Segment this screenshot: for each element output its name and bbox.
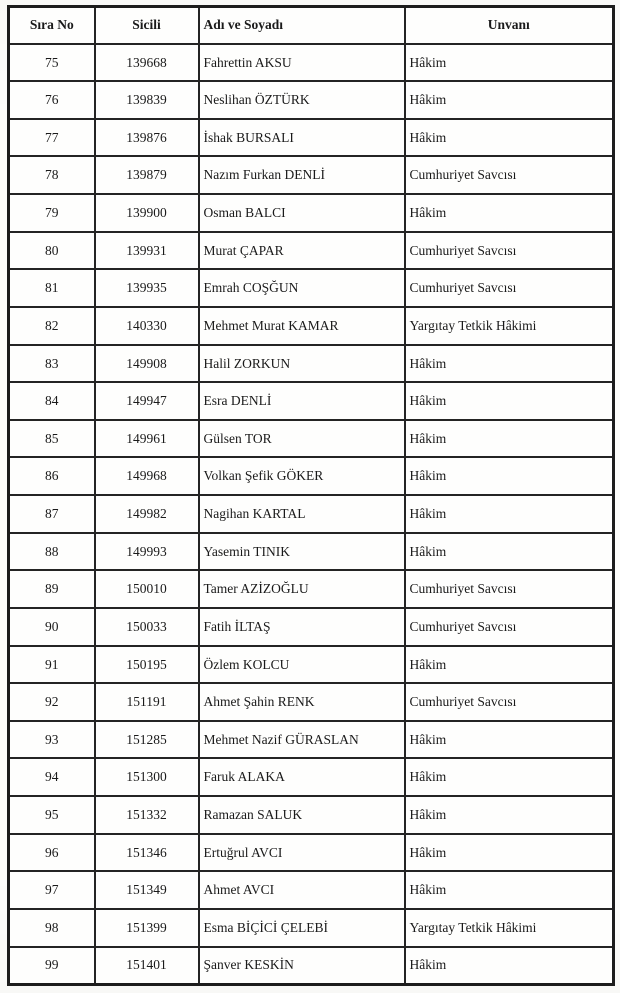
row-number-cell: 91	[9, 646, 95, 684]
row-number-cell: 77	[9, 119, 95, 157]
title-cell: Cumhuriyet Savcısı	[405, 269, 614, 307]
row-number-cell: 80	[9, 232, 95, 270]
title-cell: Hâkim	[405, 721, 614, 759]
registry-number-cell: 151349	[95, 871, 199, 909]
table-row	[9, 382, 614, 420]
table-header	[9, 7, 614, 44]
title-cell: Hâkim	[405, 194, 614, 232]
registry-number-cell: 151285	[95, 721, 199, 759]
table-row	[9, 570, 614, 608]
name-cell: Volkan Şefik GÖKER	[199, 457, 405, 495]
table-row	[9, 646, 614, 684]
header-sira-no: Sıra No	[9, 7, 95, 44]
name-cell: İshak BURSALI	[199, 119, 405, 157]
title-cell: Hâkim	[405, 758, 614, 796]
table-row	[9, 119, 614, 157]
name-cell: Osman BALCI	[199, 194, 405, 232]
registry-number-cell: 149993	[95, 533, 199, 571]
name-cell: Murat ÇAPAR	[199, 232, 405, 270]
name-cell: Esra DENLİ	[199, 382, 405, 420]
title-cell: Hâkim	[405, 834, 614, 872]
table-row	[9, 232, 614, 270]
row-number-cell: 75	[9, 44, 95, 82]
title-cell: Hâkim	[405, 44, 614, 82]
registry-number-cell: 139839	[95, 81, 199, 119]
name-cell: Fahrettin AKSU	[199, 44, 405, 82]
name-cell: Şanver KESKİN	[199, 947, 405, 985]
name-cell: Mehmet Nazif GÜRASLAN	[199, 721, 405, 759]
row-number-cell: 98	[9, 909, 95, 947]
title-cell: Yargıtay Tetkik Hâkimi	[405, 909, 614, 947]
name-cell: Nagihan KARTAL	[199, 495, 405, 533]
name-cell: Gülsen TOR	[199, 420, 405, 458]
row-number-cell: 76	[9, 81, 95, 119]
row-number-cell: 93	[9, 721, 95, 759]
name-cell: Özlem KOLCU	[199, 646, 405, 684]
row-number-cell: 97	[9, 871, 95, 909]
registry-number-cell: 149947	[95, 382, 199, 420]
name-cell: Esma BİÇİCİ ÇELEBİ	[199, 909, 405, 947]
title-cell: Hâkim	[405, 382, 614, 420]
row-number-cell: 81	[9, 269, 95, 307]
title-cell: Hâkim	[405, 345, 614, 383]
name-cell: Ertuğrul AVCI	[199, 834, 405, 872]
title-cell: Cumhuriyet Savcısı	[405, 232, 614, 270]
name-cell: Halil ZORKUN	[199, 345, 405, 383]
registry-number-cell: 139931	[95, 232, 199, 270]
row-number-cell: 79	[9, 194, 95, 232]
title-cell: Cumhuriyet Savcısı	[405, 608, 614, 646]
name-cell: Tamer AZİZOĞLU	[199, 570, 405, 608]
row-number-cell: 90	[9, 608, 95, 646]
name-cell: Mehmet Murat KAMAR	[199, 307, 405, 345]
registry-number-cell: 151346	[95, 834, 199, 872]
table-row	[9, 194, 614, 232]
row-number-cell: 89	[9, 570, 95, 608]
table-row	[9, 156, 614, 194]
table-row	[9, 345, 614, 383]
title-cell: Hâkim	[405, 81, 614, 119]
registry-number-cell: 150195	[95, 646, 199, 684]
title-cell: Cumhuriyet Savcısı	[405, 683, 614, 721]
table-body	[9, 44, 614, 985]
registry-number-cell: 149982	[95, 495, 199, 533]
registry-number-cell: 150033	[95, 608, 199, 646]
name-cell: Nazım Furkan DENLİ	[199, 156, 405, 194]
registry-number-cell: 139668	[95, 44, 199, 82]
name-cell: Neslihan ÖZTÜRK	[199, 81, 405, 119]
table-row	[9, 307, 614, 345]
title-cell: Hâkim	[405, 533, 614, 571]
row-number-cell: 88	[9, 533, 95, 571]
registry-number-cell: 149961	[95, 420, 199, 458]
row-number-cell: 96	[9, 834, 95, 872]
row-number-cell: 82	[9, 307, 95, 345]
title-cell: Hâkim	[405, 119, 614, 157]
title-cell: Hâkim	[405, 646, 614, 684]
title-cell: Yargıtay Tetkik Hâkimi	[405, 307, 614, 345]
table-row	[9, 269, 614, 307]
name-cell: Ahmet AVCI	[199, 871, 405, 909]
table-row	[9, 457, 614, 495]
table-row	[9, 721, 614, 759]
title-cell: Cumhuriyet Savcısı	[405, 570, 614, 608]
registry-number-cell: 149908	[95, 345, 199, 383]
table-row	[9, 81, 614, 119]
table-row	[9, 909, 614, 947]
table-row	[9, 758, 614, 796]
name-cell: Fatih İLTAŞ	[199, 608, 405, 646]
name-cell: Ahmet Şahin RENK	[199, 683, 405, 721]
header-sicili: Sicili	[95, 7, 199, 44]
registry-number-cell: 151399	[95, 909, 199, 947]
title-cell: Cumhuriyet Savcısı	[405, 156, 614, 194]
registry-number-cell: 139876	[95, 119, 199, 157]
title-cell: Hâkim	[405, 457, 614, 495]
table-row	[9, 420, 614, 458]
registry-number-cell: 140330	[95, 307, 199, 345]
name-cell: Faruk ALAKA	[199, 758, 405, 796]
row-number-cell: 78	[9, 156, 95, 194]
registry-number-cell: 139879	[95, 156, 199, 194]
table-row	[9, 796, 614, 834]
registry-number-cell: 151401	[95, 947, 199, 985]
row-number-cell: 87	[9, 495, 95, 533]
title-cell: Hâkim	[405, 420, 614, 458]
title-cell: Hâkim	[405, 796, 614, 834]
registry-number-cell: 139935	[95, 269, 199, 307]
title-cell: Hâkim	[405, 871, 614, 909]
registry-number-cell: 151300	[95, 758, 199, 796]
name-cell: Emrah COŞĞUN	[199, 269, 405, 307]
table-row	[9, 947, 614, 985]
registry-number-cell: 139900	[95, 194, 199, 232]
table-row	[9, 44, 614, 82]
table-row	[9, 683, 614, 721]
table-row	[9, 871, 614, 909]
table-row	[9, 608, 614, 646]
name-cell: Yasemin TINIK	[199, 533, 405, 571]
row-number-cell: 85	[9, 420, 95, 458]
registry-number-cell: 149968	[95, 457, 199, 495]
row-number-cell: 84	[9, 382, 95, 420]
row-number-cell: 83	[9, 345, 95, 383]
row-number-cell: 92	[9, 683, 95, 721]
header-row	[9, 7, 614, 44]
header-adi-ve-soyadi: Adı ve Soyadı	[199, 7, 405, 44]
title-cell: Hâkim	[405, 495, 614, 533]
table-row	[9, 533, 614, 571]
table-row	[9, 495, 614, 533]
header-unvani: Unvanı	[405, 7, 614, 44]
personnel-table	[7, 5, 615, 986]
registry-number-cell: 151332	[95, 796, 199, 834]
registry-number-cell: 151191	[95, 683, 199, 721]
row-number-cell: 86	[9, 457, 95, 495]
row-number-cell: 95	[9, 796, 95, 834]
row-number-cell: 94	[9, 758, 95, 796]
table-row	[9, 834, 614, 872]
title-cell: Hâkim	[405, 947, 614, 985]
row-number-cell: 99	[9, 947, 95, 985]
registry-number-cell: 150010	[95, 570, 199, 608]
name-cell: Ramazan SALUK	[199, 796, 405, 834]
